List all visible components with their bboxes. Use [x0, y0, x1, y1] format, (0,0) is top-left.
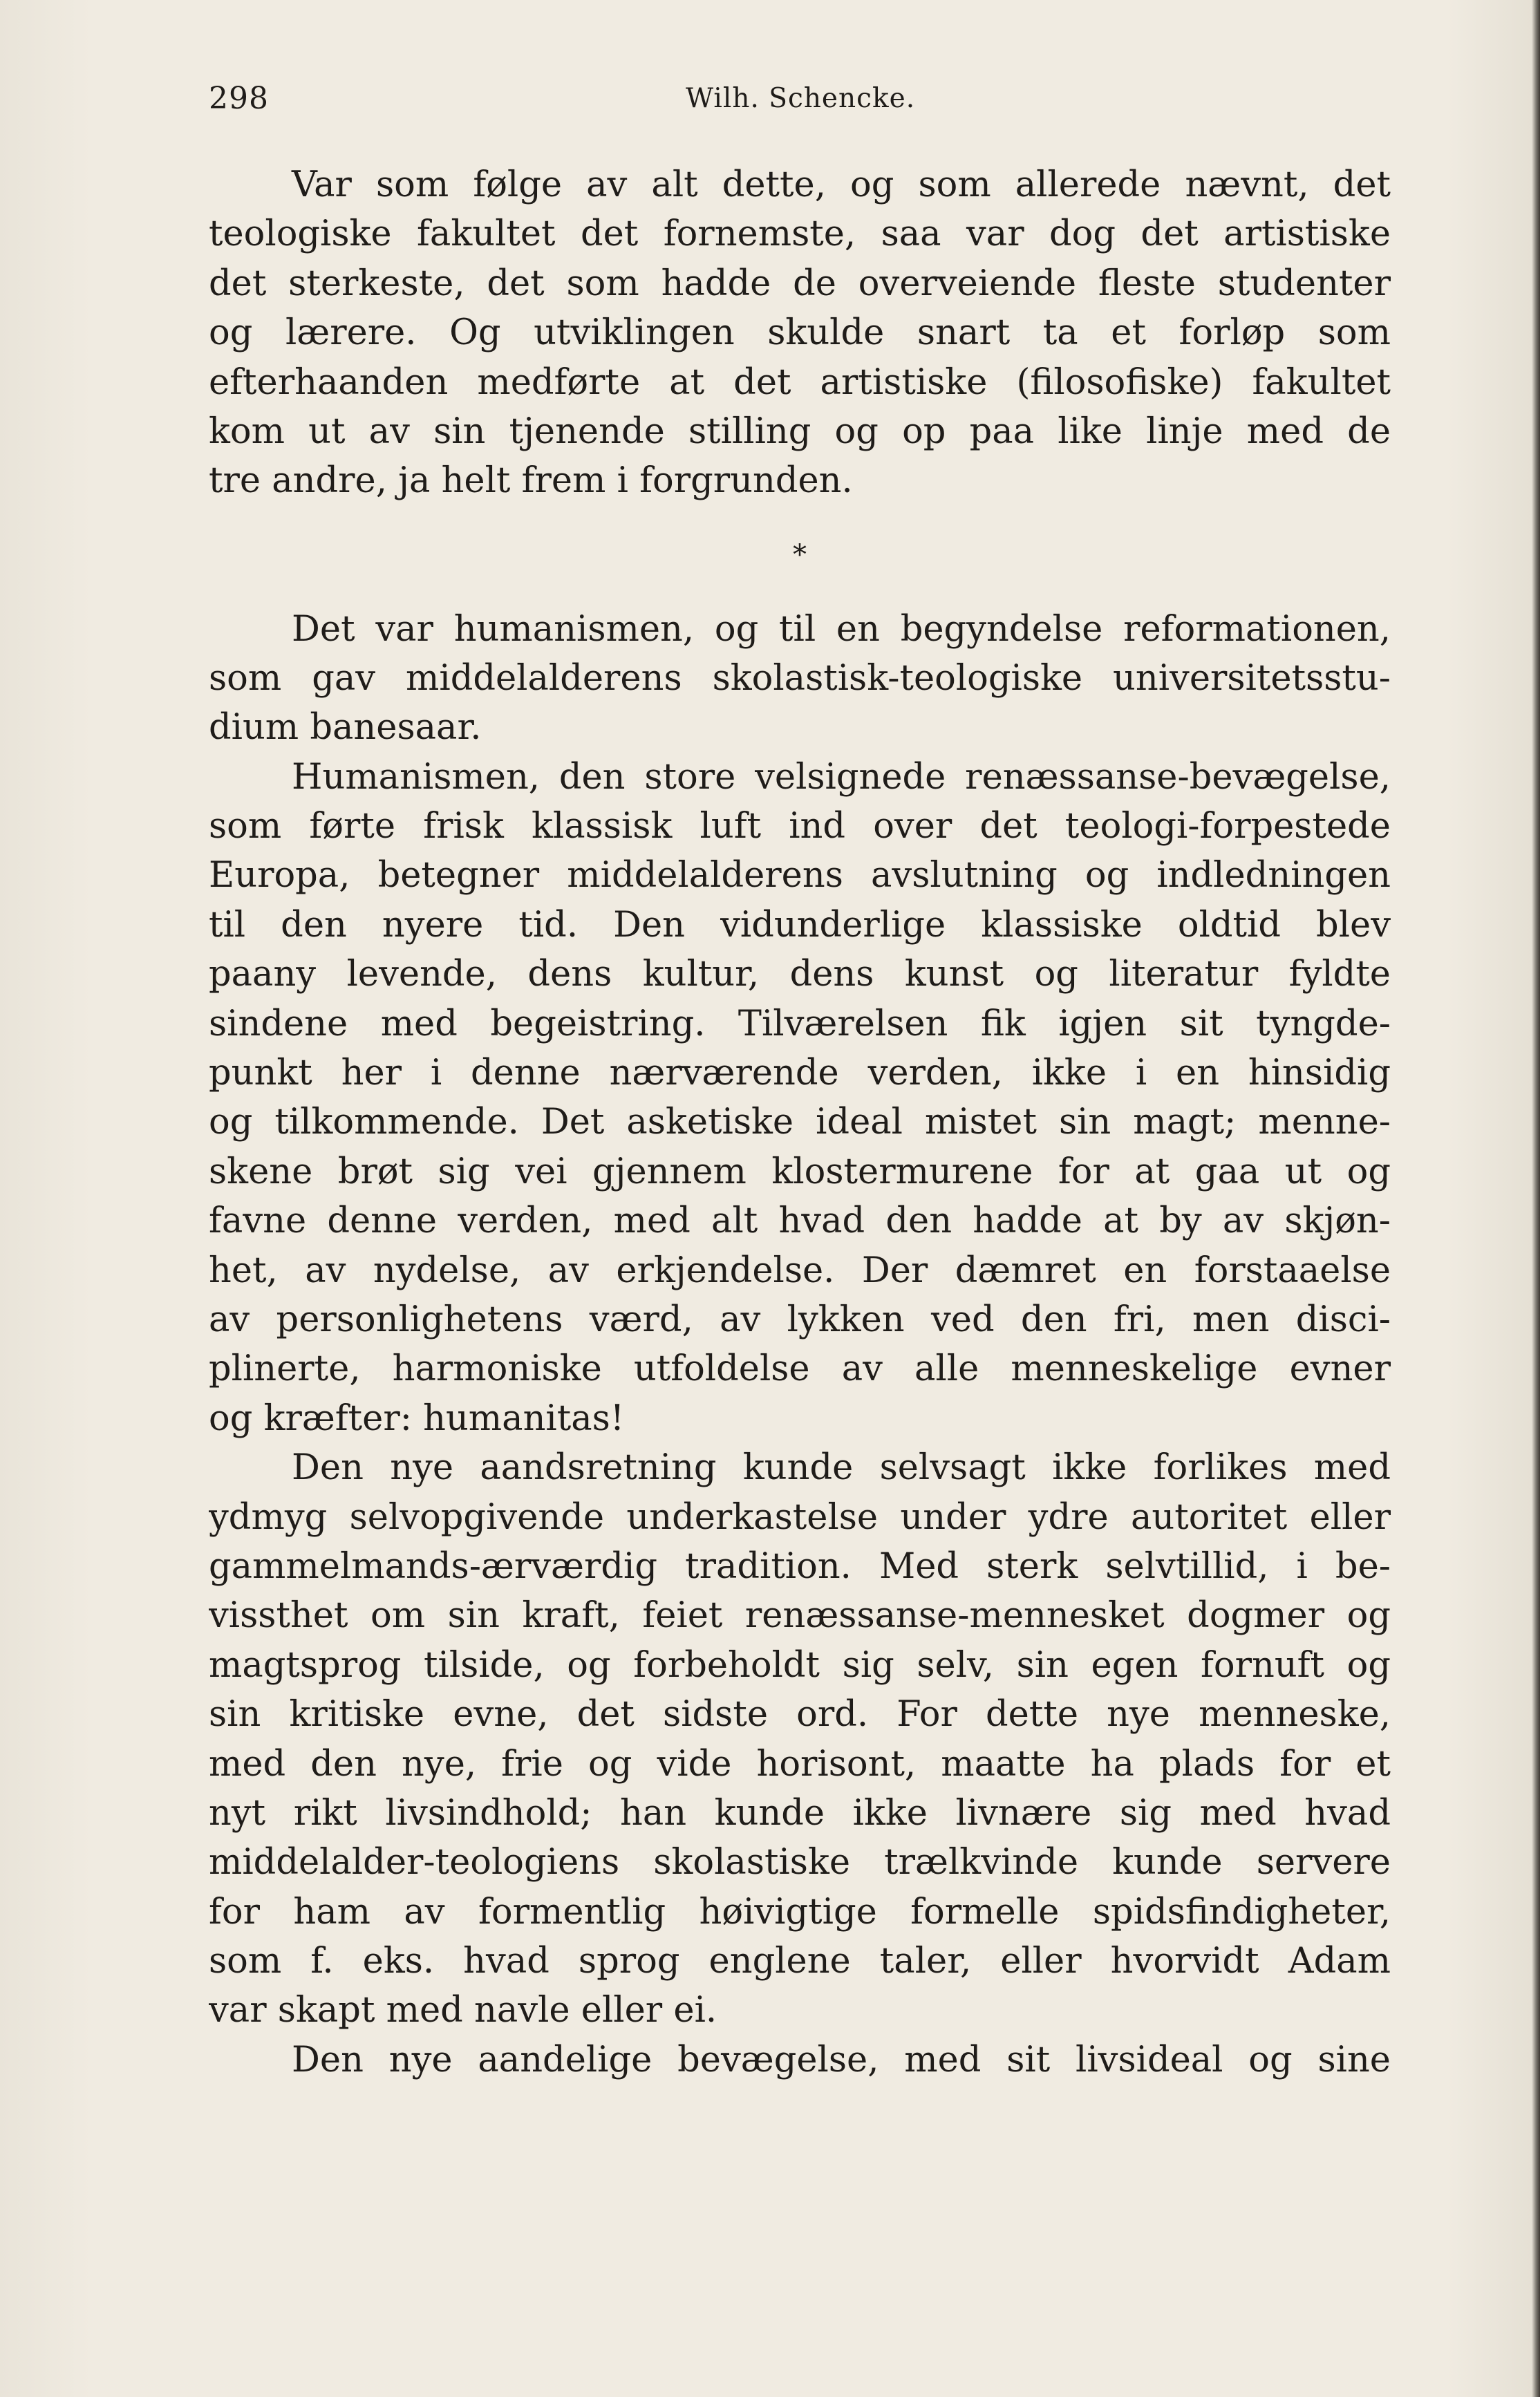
text-line: sindene med begeistring. Tilværelsen fik igjen sit tyngde- — [209, 1003, 1391, 1044]
text-line: Var som følge av alt dette, og som allerede nævnt, det — [292, 164, 1391, 205]
text-line: favne denne verden, med alt hvad den hadde at by av skjøn- — [209, 1201, 1391, 1242]
text-line: som f. eks. hvad sprog englene taler, eller hvorvidt Adam — [209, 1941, 1391, 1982]
text-line: Humanismen, den store velsignede renæssanse-bevægelse, — [292, 756, 1391, 798]
text-line: og lærere. Og utviklingen skulde snart ta et forløp som — [209, 312, 1391, 354]
text-line: gammelmands-ærværdig tradition. Med sterk selvtillid, i be- — [209, 1545, 1391, 1587]
text-line: tre andre, ja helt frem i forgrunden. — [209, 460, 853, 502]
text-line: middelalder-teologiens skolastiske trælkvinde kunde servere — [209, 1842, 1391, 1883]
text-line: plinerte, harmoniske utfoldelse av alle menneskelige evner — [209, 1348, 1391, 1390]
text-line: skene brøt sig vei gjennem klostermurene for at gaa ut og — [209, 1151, 1391, 1192]
text-line: og tilkommende. Det asketiske ideal mistet sin magt; menne- — [209, 1102, 1391, 1143]
text-line: Den nye aandsretning kunde selvsagt ikke forlikes med — [292, 1447, 1391, 1489]
header-author: Wilh. Schencke. — [686, 83, 916, 114]
text-line: som gav middelalderens skolastisk-teologiske universitetsstu- — [209, 657, 1391, 699]
text-line: som førte frisk klassisk luft ind over det teologi-forpestede — [209, 806, 1391, 847]
page-binding-edge — [1532, 0, 1540, 2397]
text-line: med den nye, frie og vide horisont, maatte ha plads for et — [209, 1743, 1391, 1785]
text-line: var skapt med navle eller ei. — [209, 1990, 717, 2031]
text-line: Det var humanismen, og til en begyndelse reformationen, — [292, 608, 1391, 650]
text-line: efterhaanden medførte at det artistiske (filosofiske) fakultet — [209, 361, 1391, 403]
text-line: det sterkeste, det som hadde de overveiende fleste studenter — [209, 263, 1391, 304]
text-line: for ham av formentlig høivigtige formelle spidsfindigheter, — [209, 1891, 1391, 1933]
text-line: til den nyere tid. Den vidunderlige klassiske oldtid blev — [209, 904, 1391, 946]
running-head — [209, 75, 1391, 123]
text-line: kom ut av sin tjenende stilling og op paa like linje med de — [209, 411, 1391, 452]
text-line: punkt her i denne nærværende verden, ikke i en hinsidig — [209, 1053, 1391, 1094]
text-line: nyt rikt livsindhold; han kunde ikke livnære sig med hvad — [209, 1792, 1391, 1834]
text-line: Europa, betegner middelalderens avslutning og indledningen — [209, 855, 1391, 896]
text-line: Den nye aandelige bevægelse, med sit livsideal og sine — [292, 2039, 1391, 2080]
page-number: 298 — [209, 81, 269, 116]
text-line: av personlighetens værd, av lykken ved den fri, men disci- — [209, 1299, 1391, 1340]
text-line: og kræfter: humanitas! — [209, 1398, 625, 1439]
text-line: het, av nydelse, av erkjendelse. Der dæmret en forstaaelse — [209, 1250, 1391, 1291]
text-line: paany levende, dens kultur, dens kunst og literatur fyldte — [209, 954, 1391, 995]
body-text — [209, 160, 1391, 2085]
text-line: vissthet om sin kraft, feiet renæssanse-mennesket dogmer og — [209, 1595, 1391, 1637]
text-line: dium banesaar. — [209, 707, 482, 749]
text-line: ydmyg selvopgivende underkastelse under ydre autoritet eller — [209, 1496, 1391, 1538]
text-line: magtsprog tilside, og forbeholdt sig selv, sin egen fornuft og — [209, 1644, 1391, 1686]
text-line: teologiske fakultet det fornemste, saa var dog det artistiske — [209, 214, 1391, 255]
section-separator: * — [793, 538, 807, 571]
text-line: sin kritiske evne, det sidste ord. For dette nye menneske, — [209, 1694, 1391, 1736]
